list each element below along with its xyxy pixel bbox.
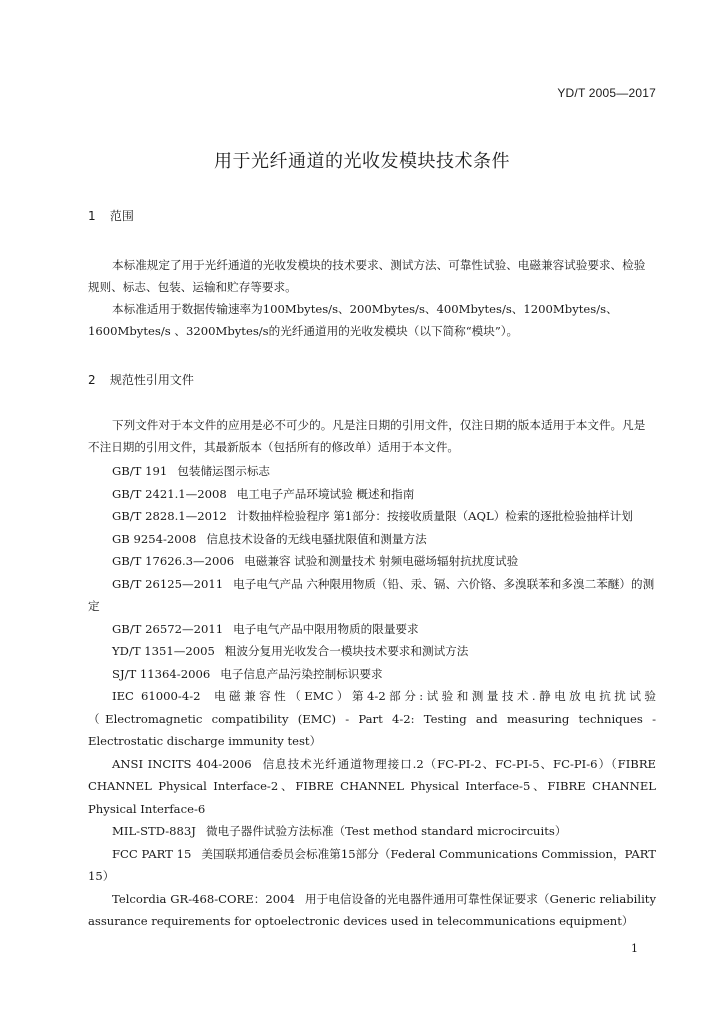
reference-title: 电子电气产品 六种限用物质（铅、汞、镉、六价铬、多溴联苯和多溴二苯醚）的测定 bbox=[88, 576, 655, 613]
reference-list bbox=[88, 460, 656, 933]
list-item bbox=[88, 460, 656, 483]
list-item bbox=[88, 640, 656, 663]
list-item bbox=[88, 663, 656, 686]
section-2-intro bbox=[88, 414, 656, 458]
reference-code: YD/T 1351—2005 bbox=[112, 644, 215, 658]
reference-code: ANSI INCITS 404-2006 bbox=[112, 756, 252, 771]
reference-title: 电工电子产品环境试验 概述和指南 bbox=[236, 486, 415, 501]
reference-title: 信息技术光纤通道物理接口.2（FC-PI-2、FC-PI-5、FC-PI-6）（FIBRE CHANNEL Physical Interface-2、FIBRE CHANNEL Physical Interface-5、FIBRE CHANNEL Physical Interface-6 bbox=[88, 756, 657, 816]
reference-title: 计数抽样检验程序 第1部分：按接收质量限（AQL）检索的逐批检验抽样计划 bbox=[236, 509, 633, 523]
section-number: 2 bbox=[88, 373, 96, 387]
paragraph: 下列文件对于本文件的应用是必不可少的。凡是注日期的引用文件，仅注日期的版本适用于本文件。凡是不注日期的引用文件，其最新版本（包括所有的修改单）适用于本文件。 bbox=[88, 418, 646, 454]
reference-code: GB/T 26125—2011 bbox=[112, 576, 224, 591]
page-number: 1 bbox=[631, 942, 638, 955]
document-title: 用于光纤通道的光收发模块技术条件 bbox=[214, 151, 510, 172]
standard-code: YD/T 2005—2017 bbox=[557, 86, 656, 100]
list-item bbox=[88, 528, 656, 551]
paragraph: 本标准适用于数据传输速率为100Mbytes/s、200Mbytes/s、400Mbytes/s、1200Mbytes/s、1600Mbytes/s 、3200Mbytes/s的光纤通道用的光收发模块（以下简称“模块”）。 bbox=[88, 302, 618, 338]
section-2-heading bbox=[88, 371, 194, 388]
reference-code: GB/T 191 bbox=[112, 464, 168, 478]
reference-title: 微电子器件试验方法标准（Test method standard microcircuits） bbox=[205, 824, 567, 838]
reference-title: 信息技术设备的无线电骚扰限值和测量方法 bbox=[206, 531, 427, 546]
reference-title: 粗波分复用光收发合一模块技术要求和测试方法 bbox=[224, 644, 469, 658]
list-item bbox=[88, 505, 656, 528]
reference-title: 用于电信设备的光电器件通用可靠性保证要求（Generic reliability assurance requirements for optoelectronic devices used in telecommunications equipment） bbox=[88, 891, 657, 928]
reference-code: SJ/T 11364-2006 bbox=[112, 666, 211, 681]
section-1-heading bbox=[88, 207, 134, 224]
list-item bbox=[88, 820, 656, 843]
reference-code: GB 9254-2008 bbox=[112, 531, 197, 546]
reference-code: MIL-STD-883J bbox=[112, 824, 196, 838]
list-item bbox=[88, 573, 656, 618]
section-title: 规范性引用文件 bbox=[109, 373, 194, 387]
reference-title: 电磁兼容 试验和测量技术 射频电磁场辐射抗扰度试验 bbox=[244, 554, 519, 568]
section-title: 范围 bbox=[109, 209, 134, 223]
section-1-body bbox=[88, 254, 656, 342]
reference-title: 包装储运图示标志 bbox=[177, 464, 271, 478]
list-item bbox=[88, 753, 656, 821]
section-number: 1 bbox=[88, 209, 96, 223]
reference-code: GB/T 2828.1—2012 bbox=[112, 509, 227, 523]
reference-title: 电子信息产品污染控制标识要求 bbox=[220, 666, 383, 681]
list-item bbox=[88, 550, 656, 573]
list-item bbox=[88, 888, 656, 933]
reference-code: FCC PART 15 bbox=[112, 846, 192, 861]
list-item bbox=[88, 483, 656, 506]
reference-code: GB/T 17626.3—2006 bbox=[112, 554, 235, 568]
list-item bbox=[88, 685, 656, 753]
list-item bbox=[88, 843, 656, 888]
list-item bbox=[88, 618, 656, 641]
paragraph: 本标准规定了用于光纤通道的光收发模块的技术要求、测试方法、可靠性试验、电磁兼容试验要求、检验规则、标志、包装、运输和贮存等要求。 bbox=[88, 258, 646, 294]
reference-code: GB/T 26572—2011 bbox=[112, 621, 224, 636]
reference-title: 电子电气产品中限用物质的限量要求 bbox=[233, 621, 419, 636]
reference-code: Telcordia GR-468-CORE：2004 bbox=[112, 891, 295, 906]
reference-code: GB/T 2421.1—2008 bbox=[112, 486, 227, 501]
reference-title: 美国联邦通信委员会标准第15部分（Federal Communications Commission，PART 15） bbox=[88, 846, 656, 883]
reference-code: IEC 61000-4-2 bbox=[112, 689, 201, 703]
reference-title: 电磁兼容性（EMC）第4-2部分:试验和测量技术.静电放电抗扰试验（Electromagnetic compatibility (EMC) - Part 4-2: Testing and measuring techniques - Electrostatic discharge immunity test） bbox=[88, 689, 656, 748]
